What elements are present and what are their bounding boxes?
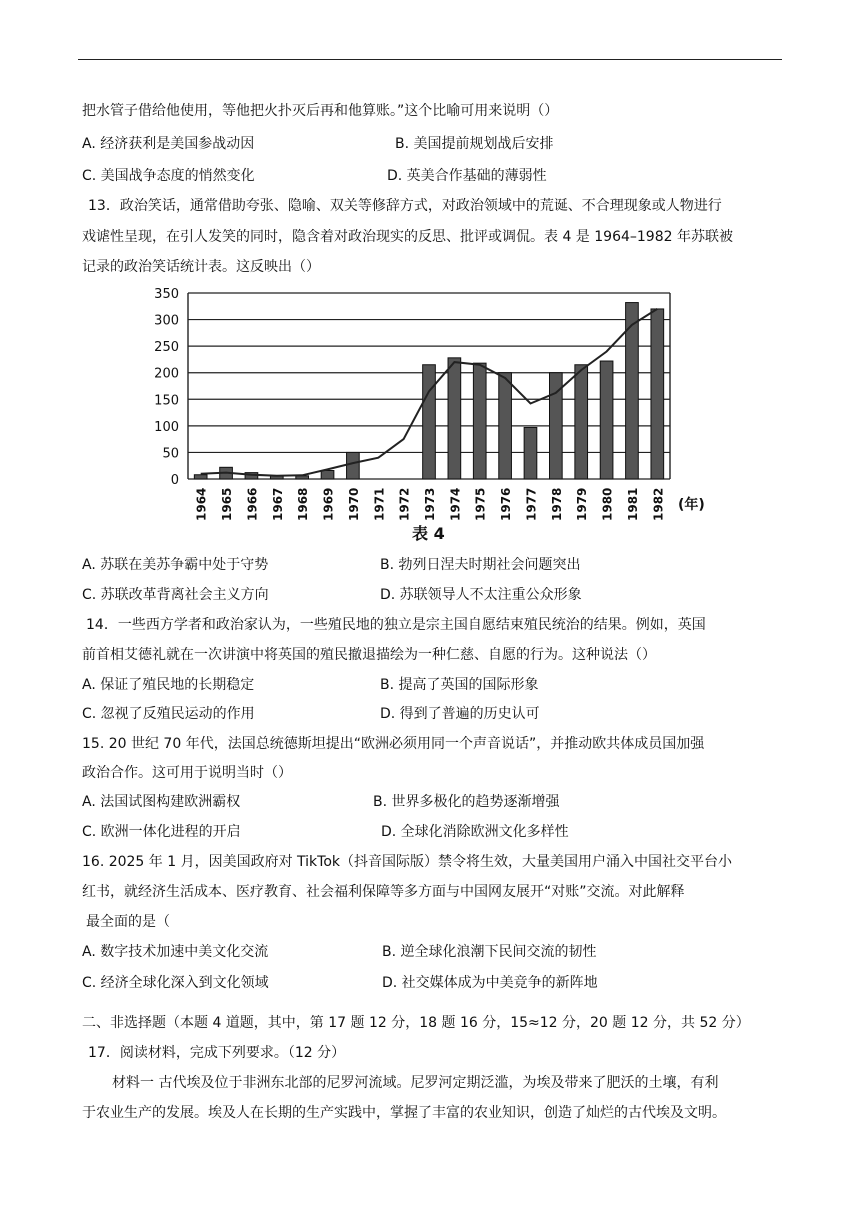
q12-option-a[interactable]: A. 经济获利是美国参战动因 xyxy=(82,136,255,152)
q16-option-c[interactable]: C. 经济全球化深入到文化领域 xyxy=(82,975,269,991)
chart-y-tick-label: 250 xyxy=(154,340,179,356)
chart-bar xyxy=(651,309,664,479)
q14-option-b[interactable]: B. 提高了英国的国际形象 xyxy=(380,677,539,693)
chart-bar xyxy=(347,452,360,479)
chart-y-tick-label: 0 xyxy=(170,473,179,488)
q15-option-c[interactable]: C. 欧洲一体化进程的开启 xyxy=(82,824,241,840)
chart-y-tick-label: 300 xyxy=(154,313,179,329)
q12-option-c[interactable]: C. 美国战争态度的悄然变化 xyxy=(82,168,255,184)
q16-stem-line2: 红书，就经济生活成本、医疗教育、社会福利保障等多方面与中国网友展开“对账”交流。对此解释 xyxy=(82,884,685,900)
q16-stem-line3: 最全面的是（ xyxy=(86,914,170,930)
chart-bar xyxy=(321,470,334,479)
q13-stem-line2: 戏谑性呈现，在引人发笑的同时，隐含着对政治现实的反思、批评或调侃。表 4 是 1964–1982 年苏联被 xyxy=(82,229,733,245)
chart-x-tick-label: 1974 xyxy=(448,487,463,521)
chart-x-tick-label: 1970 xyxy=(346,487,361,521)
chart-x-tick-label: 1981 xyxy=(625,487,640,521)
chart-x-tick-label: 1968 xyxy=(296,487,311,521)
chart-bar xyxy=(575,365,588,479)
chart-bar xyxy=(448,358,461,479)
chart-x-tick-label: 1979 xyxy=(575,487,590,521)
q17-title: 17．阅读材料，完成下列要求。（12 分） xyxy=(88,1045,346,1061)
q15-option-d[interactable]: D. 全球化消除欧洲文化多样性 xyxy=(381,824,569,840)
chart-x-tick-label: 1982 xyxy=(651,487,666,521)
q15-stem-line2: 政治合作。这可用于说明当时（） xyxy=(82,765,292,781)
chart-x-tick-label: 1977 xyxy=(524,487,539,521)
q13-option-c[interactable]: C. 苏联改革背离社会主义方向 xyxy=(82,587,269,603)
q14-stem-line2: 前首相艾德礼就在一次讲演中将英国的殖民撤退描绘为一种仁慈、自愿的行为。这种说法（） xyxy=(82,647,656,663)
q12-option-b[interactable]: B. 美国提前规划战后安排 xyxy=(395,136,554,152)
q14-option-d[interactable]: D. 得到了普遍的历史认可 xyxy=(380,706,540,722)
chart-x-tick-label: 1967 xyxy=(270,487,285,521)
chart-y-tick-label: 100 xyxy=(154,419,179,435)
q13-stem-line1: 13．政治笑话，通常借助夸张、隐喻、双关等修辞方式，对政治领域中的荒诞、不合理现象或人物进行 xyxy=(88,198,722,214)
chart-y-tick-label: 350 xyxy=(154,287,179,302)
q13-option-a[interactable]: A. 苏联在美苏争霸中处于守势 xyxy=(82,557,269,573)
q13-option-d[interactable]: D. 苏联领导人不太注重公众形象 xyxy=(380,587,582,603)
soviet-jokes-chart xyxy=(150,281,720,549)
q17-material-line1: 材料一 古代埃及位于非洲东北部的尼罗河流域。尼罗河定期泛滥，为埃及带来了肥沃的土壤，有利 xyxy=(112,1075,719,1091)
chart-x-tick-label: 1976 xyxy=(499,487,514,521)
chart-bar xyxy=(423,365,436,479)
chart-bar xyxy=(499,373,512,479)
chart-bar xyxy=(473,363,486,479)
chart-x-tick-label: 1978 xyxy=(549,487,564,521)
header-rule xyxy=(78,59,782,60)
section-2-heading: 二、非选择题（本题 4 道题，其中，第 17 题 12 分，18 题 16 分，15≈12 分，20 题 12 分，共 52 分） xyxy=(82,1015,750,1031)
q13-option-b[interactable]: B. 勃列日涅夫时期社会问题突出 xyxy=(380,557,581,573)
q12-stem-tail: 把水管子借给他使用，等他把火扑灭后再和他算账。”这个比喻可用来说明（） xyxy=(82,103,559,119)
chart-x-tick-label: 1965 xyxy=(220,487,235,521)
chart-x-tick-label: 1973 xyxy=(423,487,437,521)
chart-x-tick-label: 1971 xyxy=(372,487,387,521)
chart-x-tick-label: 1980 xyxy=(600,487,615,521)
chart-x-ticks xyxy=(195,488,666,521)
chart-y-ticks xyxy=(154,287,179,488)
q14-option-c[interactable]: C. 忽视了反殖民运动的作用 xyxy=(82,706,255,722)
q15-option-b[interactable]: B. 世界多极化的趋势逐渐增强 xyxy=(373,794,560,810)
chart-y-tick-label: 200 xyxy=(154,366,179,382)
chart-title: 表 4 xyxy=(412,524,445,543)
chart-bar xyxy=(524,427,537,479)
q12-option-d[interactable]: D. 英美合作基础的薄弱性 xyxy=(387,168,547,184)
q16-option-b[interactable]: B. 逆全球化浪潮下民间交流的韧性 xyxy=(382,944,597,960)
q14-option-a[interactable]: A. 保证了殖民地的长期稳定 xyxy=(82,677,255,693)
q16-stem-line1: 16. 2025 年 1 月，因美国政府对 TikTok（抖音国际版）禁令将生效，大量美国用户涌入中国社交平台小 xyxy=(82,854,733,870)
q16-option-d[interactable]: D. 社交媒体成为中美竞争的新阵地 xyxy=(382,975,598,991)
q13-stem-line3: 记录的政治笑话统计表。这反映出（） xyxy=(82,259,320,275)
chart-x-tick-label: 1972 xyxy=(397,487,412,521)
chart-y-tick-label: 50 xyxy=(162,446,179,462)
q15-stem-line1: 15. 20 世纪 70 年代，法国总统德斯坦提出“欧洲必须用同一个声音说话”，并推动欧共体成员国加强 xyxy=(82,736,705,752)
chart-bar xyxy=(600,361,613,479)
q15-option-a[interactable]: A. 法国试图构建欧洲霸权 xyxy=(82,794,241,810)
chart-bar xyxy=(194,475,207,479)
chart-x-tick-label: 1966 xyxy=(245,487,260,521)
chart-y-tick-label: 150 xyxy=(154,393,179,409)
chart-x-tick-label: 1964 xyxy=(194,487,209,521)
chart-x-tick-label: 1969 xyxy=(321,487,336,521)
chart-x-tick-label: 1975 xyxy=(473,487,488,521)
q16-option-a[interactable]: A. 数字技术加速中美文化交流 xyxy=(82,944,269,960)
q14-stem-line1: 14．一些西方学者和政治家认为，一些殖民地的独立是宗主国自愿结束殖民统治的结果。例如，英国 xyxy=(86,617,706,633)
chart-x-unit: (年) xyxy=(678,497,705,513)
q17-material-line2: 于农业生产的发展。埃及人在长期的生产实践中，掌握了丰富的农业知识，创造了灿烂的古代埃及文明。 xyxy=(82,1105,726,1121)
